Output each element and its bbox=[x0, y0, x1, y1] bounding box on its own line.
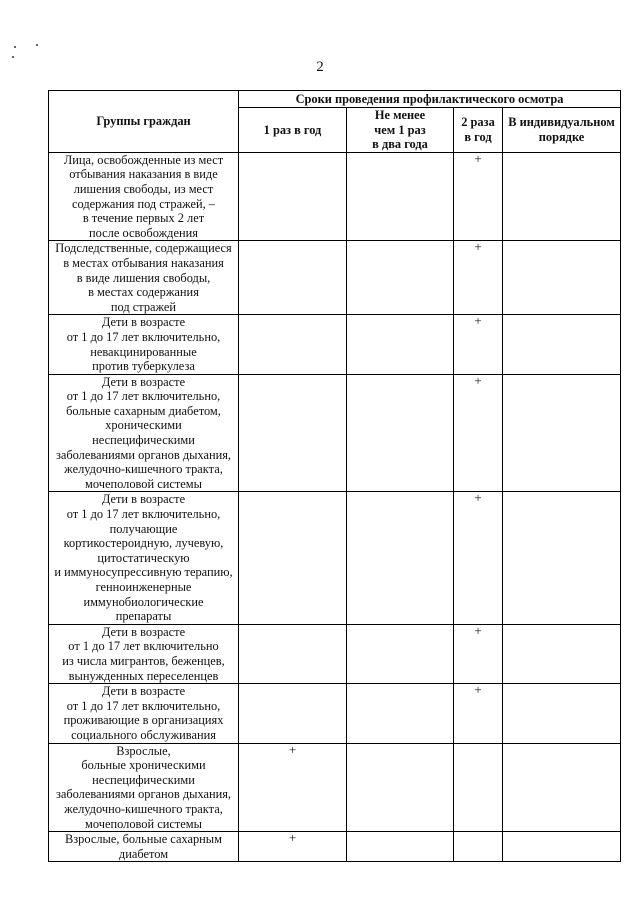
plus-mark: + bbox=[288, 830, 297, 846]
plus-mark: + bbox=[474, 239, 482, 255]
table-row bbox=[49, 624, 621, 683]
citizen-group-cell: Подследственные, содержащиеся в местах отбывания наказания в виде лишения свободы, в местах содержания под стражей bbox=[49, 241, 239, 315]
period-cell bbox=[347, 684, 454, 743]
period-cell bbox=[347, 832, 454, 862]
period-cell bbox=[503, 684, 621, 743]
page-number: 2 bbox=[316, 59, 324, 75]
period-cell bbox=[239, 743, 347, 832]
period-cell bbox=[454, 684, 503, 743]
period-cell bbox=[503, 624, 621, 683]
header-groups: Группы граждан bbox=[49, 91, 239, 153]
table-row bbox=[49, 743, 621, 832]
header-column: 1 раз в год bbox=[239, 108, 347, 153]
period-cell bbox=[239, 152, 347, 241]
period-cell bbox=[454, 832, 503, 862]
table-row bbox=[49, 152, 621, 241]
table-row bbox=[49, 315, 621, 374]
table-row bbox=[49, 241, 621, 315]
period-cell bbox=[454, 492, 503, 624]
period-cell bbox=[503, 315, 621, 374]
period-cell bbox=[503, 743, 621, 832]
citizen-group-cell: Взрослые, больные сахарным диабетом bbox=[49, 832, 239, 862]
period-cell bbox=[347, 492, 454, 624]
period-cell bbox=[503, 241, 621, 315]
period-cell bbox=[454, 315, 503, 374]
table-row bbox=[49, 832, 621, 862]
table-body bbox=[49, 152, 621, 862]
period-cell bbox=[239, 684, 347, 743]
period-cell bbox=[454, 152, 503, 241]
period-cell bbox=[347, 743, 454, 832]
citizen-group-cell: Дети в возрасте от 1 до 17 лет включительно, получающие кортикостероидную, лучевую, цитостатическую и иммуносупрессивную терапию, генноинженерные иммунобиологические препараты bbox=[49, 492, 239, 624]
table-row bbox=[49, 374, 621, 492]
citizen-group-cell: Дети в возрасте от 1 до 17 лет включительно, невакцинированные против туберкулеза bbox=[49, 315, 239, 374]
period-cell bbox=[454, 241, 503, 315]
period-cell bbox=[239, 374, 347, 492]
period-cell bbox=[454, 624, 503, 683]
period-cell bbox=[503, 152, 621, 241]
plus-mark: + bbox=[474, 622, 482, 638]
period-cell bbox=[347, 152, 454, 241]
period-cell bbox=[503, 832, 621, 862]
scan-speck bbox=[14, 46, 16, 48]
period-cell bbox=[347, 624, 454, 683]
period-cell bbox=[503, 374, 621, 492]
period-cell bbox=[239, 315, 347, 374]
scan-speck bbox=[36, 44, 38, 46]
citizen-group-cell: Дети в возрасте от 1 до 17 лет включительно из числа мигрантов, беженцев, вынужденных переселенцев bbox=[49, 624, 239, 683]
period-cell bbox=[239, 832, 347, 862]
plus-mark: + bbox=[474, 313, 482, 329]
header-column: Не менее чем 1 раз в два года bbox=[347, 108, 454, 153]
examination-schedule-table bbox=[48, 90, 621, 862]
header-column: 2 раза в год bbox=[454, 108, 503, 153]
period-cell bbox=[239, 624, 347, 683]
citizen-group-cell: Лица, освобожденные из мест отбывания наказания в виде лишения свободы, из мест содержания под стражей, – в течение первых 2 лет после освобождения bbox=[49, 152, 239, 241]
period-cell bbox=[503, 492, 621, 624]
period-cell bbox=[347, 374, 454, 492]
period-cell bbox=[454, 743, 503, 832]
period-cell bbox=[347, 241, 454, 315]
citizen-group-cell: Дети в возрасте от 1 до 17 лет включительно, проживающие в организациях социального обслуживания bbox=[49, 684, 239, 743]
header-periods: Сроки проведения профилактического осмотра bbox=[239, 91, 621, 108]
plus-mark: + bbox=[474, 682, 482, 698]
table-row bbox=[49, 492, 621, 624]
scan-speck bbox=[12, 56, 14, 58]
period-cell bbox=[347, 315, 454, 374]
table-row bbox=[49, 684, 621, 743]
citizen-group-cell: Дети в возрасте от 1 до 17 лет включительно, больные сахарным диабетом, хроническими неспецифическими заболеваниями органов дыхания, желудочно-кишечного тракта, мочеполовой системы bbox=[49, 374, 239, 492]
period-cell bbox=[239, 241, 347, 315]
citizen-group-cell: Взрослые, больные хроническими неспецифическими заболеваниями органов дыхания, желудочно-кишечного тракта, мочеполовой системы bbox=[49, 743, 239, 832]
period-cell bbox=[239, 492, 347, 624]
header-column: В индивидуальном порядке bbox=[503, 108, 621, 153]
plus-mark: + bbox=[474, 490, 482, 506]
plus-mark: + bbox=[474, 150, 482, 166]
period-cell bbox=[454, 374, 503, 492]
plus-mark: + bbox=[288, 741, 297, 757]
plus-mark: + bbox=[474, 372, 482, 388]
